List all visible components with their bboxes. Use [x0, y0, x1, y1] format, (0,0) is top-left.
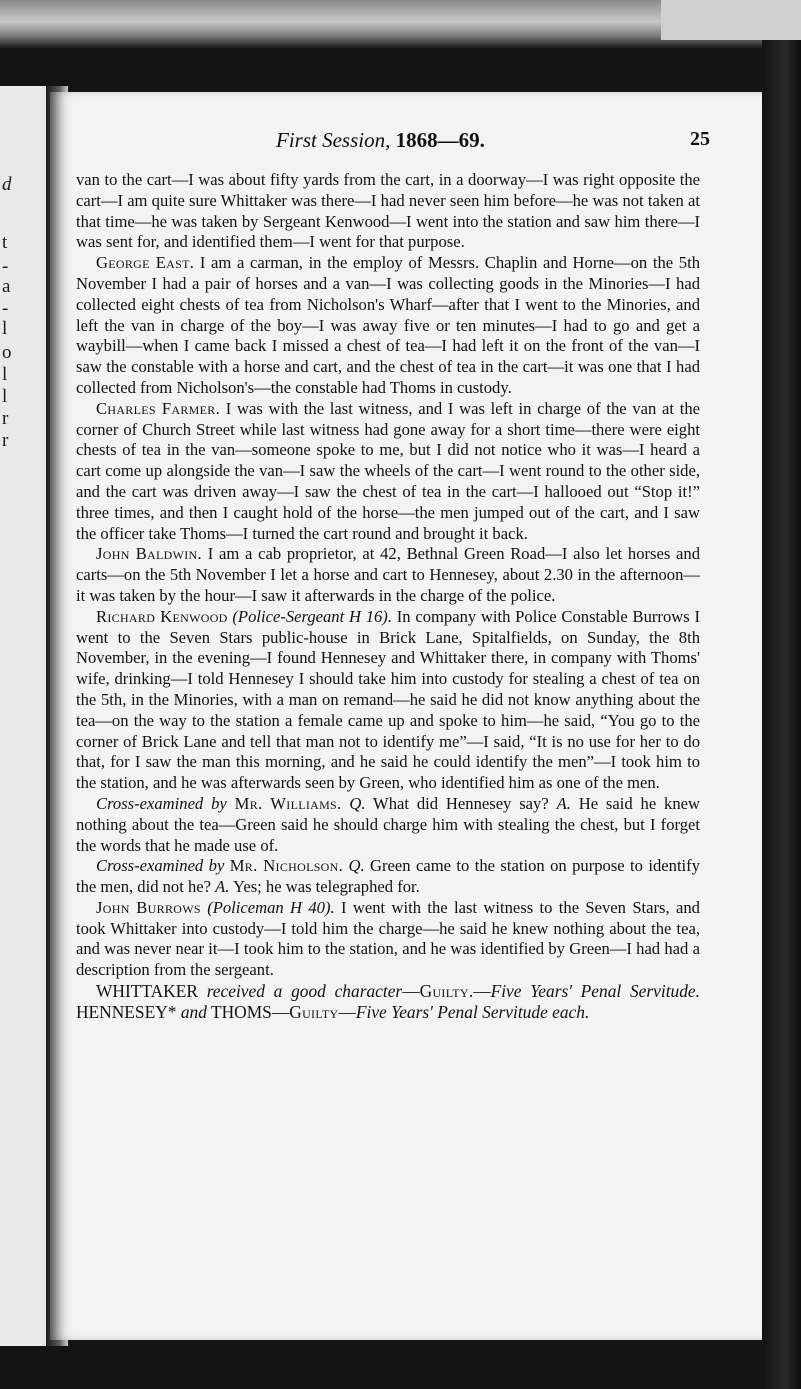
book-page — [50, 92, 762, 1340]
answer-text: Yes; he was telegraphed for. — [229, 877, 420, 897]
verdict — [76, 981, 700, 1023]
speaker-name: John Baldwin. — [96, 544, 202, 564]
left-page-fragment: r — [2, 430, 9, 451]
trial-transcript — [76, 170, 700, 1023]
cross-examination-nicholson — [76, 856, 700, 898]
verdict-part: WHITTAKER — [96, 981, 207, 1002]
paragraph-text: van to the cart—I was about fifty yards from the cart, in a doorway—I was right opposite the cart—I am quite sure Whittaker was there—I had never seen him before—he was not taken at that time—he was taken by Sergeant Kenwood—I went into the station and saw him there—I was sent for, and identified them—I went for that purpose. — [76, 170, 700, 252]
verdict-part: THOMS— — [206, 1001, 290, 1022]
question-text: What did Hennesey say? — [365, 793, 557, 813]
verdict-part: Five Years' Penal Servitude each. — [355, 1001, 590, 1022]
answer-marker: A. — [556, 793, 571, 813]
speaker-note: (Police-Sergeant H 16). — [232, 606, 392, 626]
paragraph-text: I was with the last witness, and I was left in charge of the van at the corner of Church Street while last witness had gone away for a short time—there were eight chests of tea in the van—someone spoke to me, but I did not notice who it was—I heard a cart come up alongside the van—I saw the wheels of the cart—I went round to the other side, and the cart was driven away—I saw the chest of tea in the cart—I hallooed out “Stop it!” three times, and then I caught hold of the horse—the men jumped out of the cart, and I saw the officer take Thoms—I turned the cart round and brought it back. — [76, 398, 701, 543]
left-page-fragment: a — [2, 276, 11, 297]
testimony-john-baldwin — [76, 544, 700, 606]
paragraph-text: I went with the last witness to the Seven Stars, and took Whittaker into custody—I told him the charge—he said he knew nothing about the tea, and was never near it—I took him to the station, and he was identified by Green—I had had a description from the sergeant. — [76, 897, 700, 980]
verdict-part: received a good character — [206, 981, 403, 1002]
running-head-title: First Session, — [276, 128, 391, 152]
left-page-fragment: d — [2, 174, 12, 195]
speaker-name: Mr. Williams. — [234, 793, 342, 813]
left-page-fragment: - — [2, 256, 9, 277]
left-page-fragment: o — [2, 342, 12, 363]
testimony-john-burrows — [76, 898, 700, 981]
answer-text: He said he knew nothing about the tea—Green said he should charge him with stealing the chest, but I forget the words that he made use of. — [76, 793, 700, 855]
testimony-richard-kenwood — [76, 607, 700, 794]
verdict-part: HENNESEY* — [76, 1001, 181, 1022]
left-page-edge — [0, 86, 49, 1346]
running-head-years: 1868—69. — [395, 128, 485, 152]
page-number: 25 — [690, 128, 710, 150]
left-page-fragment: r — [2, 408, 9, 429]
left-page-fragment: t — [2, 232, 8, 253]
page-header — [50, 128, 762, 158]
testimony-charles-farmer — [76, 399, 700, 545]
scan-top-right-edge — [661, 0, 801, 40]
paragraph-text: In company with Police Constable Burrows I went to the Seven Stars public-house in Brick Lane, Spitalfields, on Sunday, the 8th November, in the evening—I found Hennesey and Whittaker there, in company with Thoms' wife, drinking—I told Hennesey I should take him into custody for stealing a chest of tea on the 5th, in the Minories, with a man on remand—he said he did not know anything about the tea—on the way to the station a female came up and spoke to him—he said, “You go to the corner of Brick Lane and tell that man not to identify me”—I said, “It is no use for her to do that, for I saw the man this morning, and he said he could identify the men”—I took him to the station, and he was afterwards seen by Green, who identified him as one of the men. — [76, 606, 700, 793]
left-page-fragment: - — [2, 298, 9, 319]
speaker-name: Richard Kenwood — [96, 606, 228, 626]
speaker-note: (Policeman H 40). — [207, 897, 335, 917]
verdict-part: — — [338, 1001, 356, 1022]
paragraph-continuation — [76, 170, 700, 253]
speaker-name: Mr. Nicholson. — [229, 856, 344, 876]
running-head — [276, 128, 485, 153]
left-page-fragment: l — [2, 318, 8, 339]
paragraph-text: I am a carman, in the employ of Messrs. Chaplin and Horne—on the 5th November I had a pair of horses and a van—I was collecting goods in the Minories—I had collected eight chests of tea from Nicholson's Wharf—after that I went to the Minories, and left the van in charge of the boy—I was away five or ten minutes—I had to go and get a waybill—when I came back I missed a chest of tea—I had left it on the front of the van—I saw the constable with a horse and cart, and the chest of tea in the cart—it was one that I had collected from Nicholson's—the constable had Thoms in custody. — [76, 253, 700, 397]
scan-right-edge — [762, 40, 801, 1389]
verdict-part: — — [402, 981, 420, 1002]
question-text: Green came to the station on purpose to identify the men, did not he? — [76, 856, 700, 897]
verdict-part: Five Years' Penal Servitude. — [490, 981, 700, 1002]
left-page-fragment: l — [2, 386, 8, 407]
lead-italic: Cross-examined by — [96, 856, 225, 876]
question-marker: Q. — [349, 793, 366, 813]
speaker-name: John Burrows — [96, 897, 201, 917]
cross-examination-williams — [76, 794, 700, 856]
verdict-part: Guilty — [289, 1001, 339, 1022]
testimony-george-east — [76, 253, 700, 399]
speaker-name: George East. — [96, 253, 195, 273]
verdict-part: and — [180, 1001, 207, 1022]
paragraph-text: I am a cab proprietor, at 42, Bethnal Green Road—I also let horses and carts—on the 5th November I let a horse and cart to Hennesey, about 2.30 in the afternoon—it was taken by the hour—I saw it afterwards in the charge of the police. — [76, 544, 700, 605]
speaker-name: Charles Farmer. — [96, 398, 221, 418]
lead-italic: Cross-examined by — [96, 793, 227, 813]
left-page-fragment: l — [2, 364, 8, 385]
verdict-part: .— — [468, 981, 491, 1002]
answer-marker: A. — [215, 877, 230, 897]
verdict-part: Guilty — [419, 981, 469, 1002]
question-marker: Q. — [348, 856, 365, 876]
